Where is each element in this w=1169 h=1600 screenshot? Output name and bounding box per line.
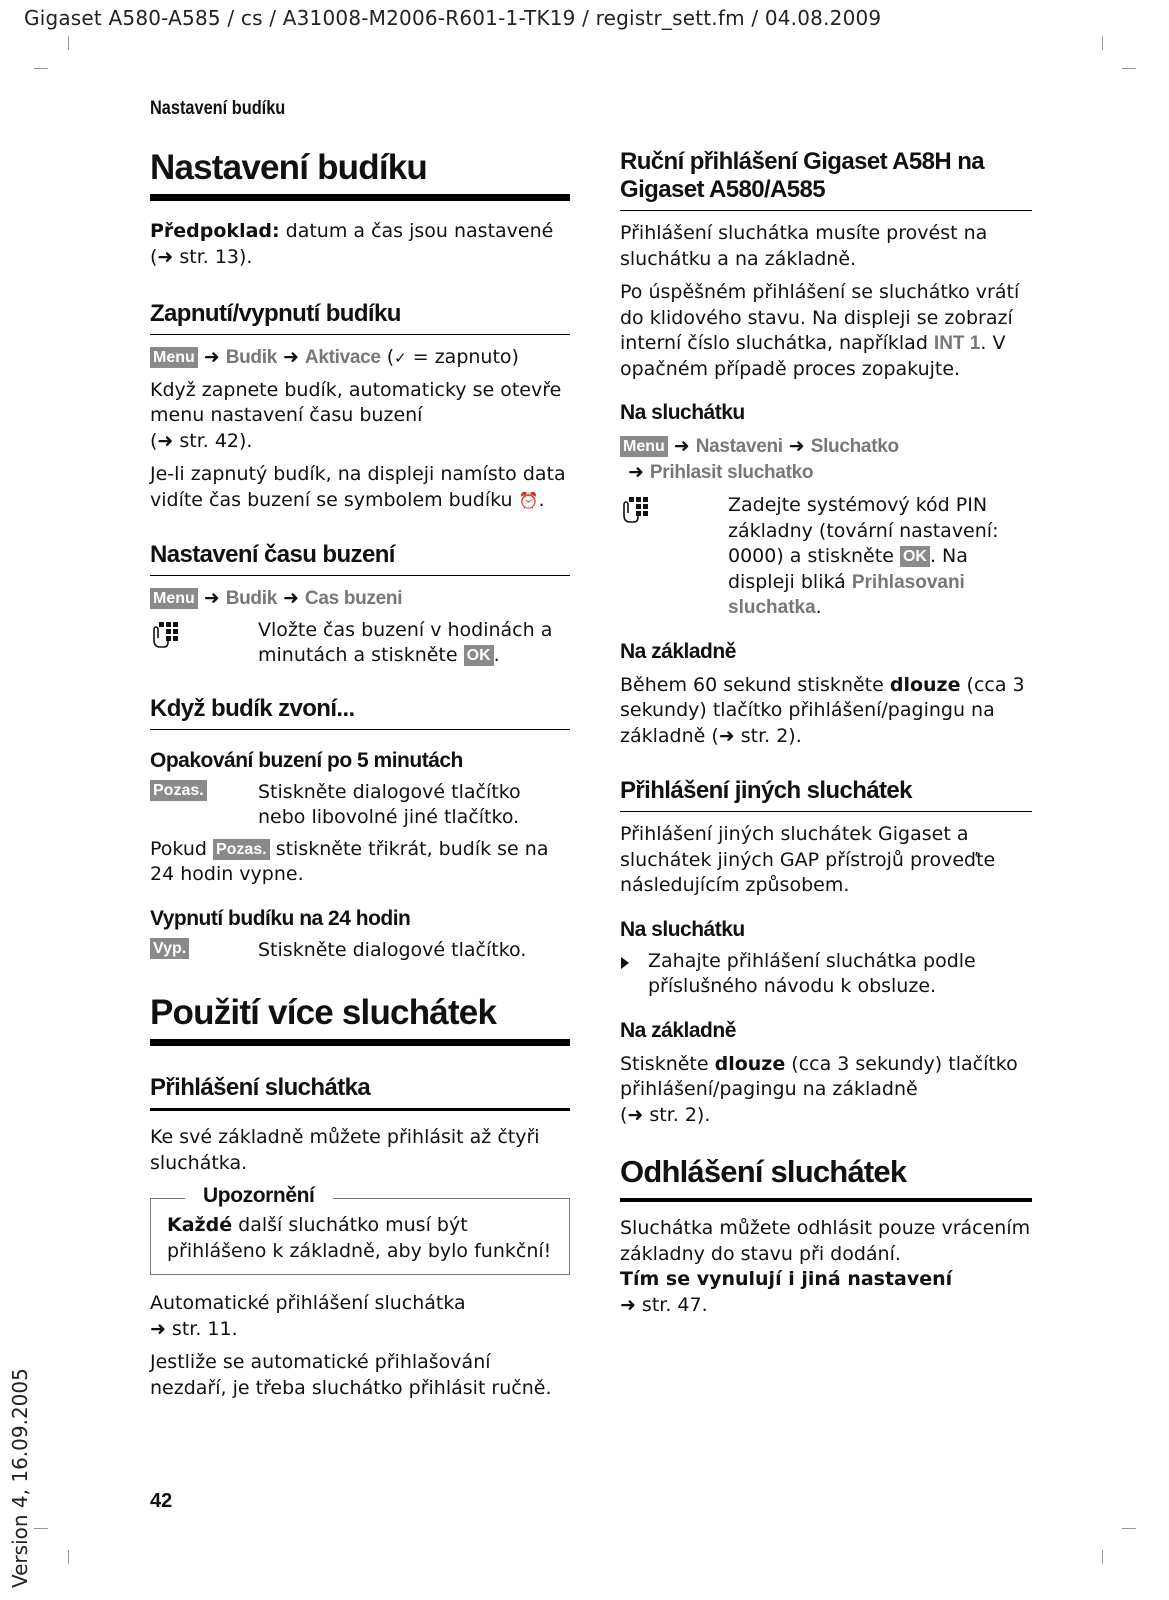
menu-key: Menu bbox=[620, 436, 668, 457]
menu-item-sluchatko: Sluchatko bbox=[810, 436, 899, 457]
paragraph: Přihlášení jiných sluchátek Gigaset a sluchátek jiných GAP přístrojů proveďte následujícím způsobem. bbox=[620, 823, 996, 896]
menu-suffix-close: = zapnuto) bbox=[406, 346, 519, 368]
bullet-text: Zahajte přihlášení sluchátka podle příslušného návodu k obsluze. bbox=[648, 949, 976, 997]
paragraph: Je-li zapnutý budík, na displeji namísto data vidíte čas buzení se symbolem budíku ⏰. bbox=[150, 463, 566, 511]
paragraph: Sluchátka můžete odhlásit pouze vrácením základny do stavu při dodání. bbox=[620, 1217, 1031, 1265]
instruction-text: Stiskněte dialogové tlačítko. bbox=[258, 938, 527, 961]
menu-key: Menu bbox=[150, 347, 198, 368]
arrow-icon: ➜ bbox=[620, 1293, 636, 1316]
section-title-alarm: Nastavení budíku bbox=[150, 148, 570, 201]
check-icon: ✓ bbox=[394, 349, 407, 367]
instruction-row bbox=[150, 780, 570, 831]
note-body: další sluchátko musí být přihlášeno k základně, aby bylo funkční! bbox=[167, 1214, 552, 1262]
key-cell bbox=[150, 938, 258, 964]
alarm-clock-icon: ⏰ bbox=[518, 490, 539, 510]
keypad-icon bbox=[150, 620, 180, 650]
instruction-row bbox=[150, 938, 570, 964]
left-column bbox=[150, 148, 570, 1401]
menu-item-nastaveni: Nastaveni bbox=[695, 436, 783, 457]
note-title: Upozornění bbox=[185, 1184, 333, 1208]
menu-item-budik: Budik bbox=[225, 347, 277, 368]
page-number: 42 bbox=[150, 1490, 173, 1512]
version-label bbox=[4, 1370, 34, 1590]
prerequisite-text: datum a čas jsou nastavené bbox=[279, 220, 554, 242]
page-reference: str. 13). bbox=[179, 245, 253, 268]
paragraph: Když zapnete budík, automaticky se otevře menu nastavení času buzení (➜ str. 42). bbox=[150, 378, 562, 452]
crop-mark bbox=[68, 36, 69, 50]
arrow-icon: ➜ bbox=[718, 724, 735, 747]
arrow-icon: ➜ bbox=[157, 429, 174, 452]
keypad-cell bbox=[150, 618, 258, 669]
paragraph-text: Stiskněte bbox=[620, 1052, 715, 1075]
menu-path-settime bbox=[150, 586, 570, 612]
paragraph-text: Během 60 sekund stiskněte bbox=[620, 673, 890, 696]
page-reference: str. 11. bbox=[171, 1317, 238, 1340]
off-key: Vyp. bbox=[150, 938, 189, 959]
arrow-icon: ➜ bbox=[627, 1103, 644, 1126]
keypad-icon bbox=[620, 495, 650, 525]
bullet-triangle-icon bbox=[620, 949, 648, 1000]
page-reference: str. 2). bbox=[649, 1103, 711, 1126]
ok-key: OK bbox=[464, 645, 494, 666]
arrow-icon: ➜ bbox=[282, 346, 299, 368]
prerequisite-label: Předpoklad: bbox=[150, 220, 280, 242]
paragraph bbox=[620, 1267, 1032, 1318]
page-reference: str. 47. bbox=[641, 1293, 708, 1316]
base-title: Na základně bbox=[620, 1018, 736, 1042]
snooze-key: Pozas. bbox=[150, 780, 207, 801]
instruction-text: Stiskněte dialogové tlačítko nebo libovolné jiné tlačítko. bbox=[258, 780, 521, 828]
handset-title: Na sluchátku bbox=[620, 401, 745, 424]
paragraph bbox=[150, 1291, 570, 1342]
paragraph: Jestliže se automatické přihlašování nezdaří, je třeba sluchátko přihlásit ručně. bbox=[150, 1351, 552, 1399]
handset-title: Na sluchátku bbox=[620, 917, 745, 941]
arrow-icon: ➜ bbox=[157, 245, 174, 268]
base-title: Na základně bbox=[620, 639, 736, 663]
subsection-title-other: Přihlášení jiných sluchátek bbox=[620, 777, 1032, 812]
right-column bbox=[620, 148, 1032, 1318]
paragraph: Stiskněte dlouze (cca 3 sekundy) tlačítko přihlášení/pagingu na základně (➜ str. 2). bbox=[620, 1052, 1018, 1126]
menu-item-aktivace: Aktivace bbox=[304, 347, 381, 368]
note-box bbox=[150, 1184, 570, 1275]
menu-path-register bbox=[620, 434, 1032, 485]
paragraph-text: Automatické přihlášení sluchátka bbox=[150, 1292, 466, 1314]
instruction-body: Vložte čas buzení v hodinách a minutách a stiskněte bbox=[258, 618, 553, 666]
arrow-icon: ➜ bbox=[628, 460, 644, 483]
snooze-title: Opakování buzení po 5 minutách bbox=[150, 748, 463, 772]
paragraph-text: . V opačném případě proces zopakujte. bbox=[620, 332, 1006, 380]
paragraph-bold: dlouze bbox=[714, 1052, 786, 1075]
paragraph-text: (cca 3 sekundy) tlačítko přihlášení/pagingu na základně ( bbox=[620, 673, 1025, 747]
subsection-title-ringing: Když budík zvoní... bbox=[150, 695, 570, 730]
paragraph bbox=[150, 837, 570, 888]
note-text bbox=[167, 1213, 561, 1264]
off-title: Vypnutí budíku na 24 hodin bbox=[150, 906, 411, 930]
subsection-title-settime: Nastavení času buzení bbox=[150, 541, 570, 576]
menu-item-prihlasit: Prihlasit sluchatko bbox=[649, 461, 814, 483]
menu-item-budik: Budik bbox=[225, 588, 277, 609]
instruction-row bbox=[150, 618, 570, 669]
arrow-icon: ➜ bbox=[150, 1317, 166, 1340]
document-header: Gigaset A580-A585 / cs / A31008-M2006-R601-1-TK19 / registr_sett.fm / 04.08.2009 bbox=[24, 6, 882, 30]
paragraph: Přihlášení sluchátka musíte provést na sluchátku a na základně. bbox=[620, 222, 988, 270]
keypad-cell bbox=[620, 493, 728, 621]
crop-mark bbox=[1102, 1550, 1103, 1564]
menu-suffix-open: ( bbox=[380, 346, 395, 368]
running-head: Nastavení budíku bbox=[150, 98, 286, 119]
prerequisite: Předpoklad: datum a čas jsou nastavené (➜ str. 13). bbox=[150, 220, 554, 268]
subsection-title-register: Přihlášení sluchátka bbox=[150, 1074, 570, 1111]
paragraph-text: (cca 3 sekundy) tlačítko přihlášení/pagingu na základně bbox=[620, 1052, 1018, 1100]
section-title-multi: Použití více sluchátek bbox=[150, 993, 570, 1046]
note-bold: Každé bbox=[167, 1214, 233, 1236]
crop-mark bbox=[1102, 36, 1103, 50]
paragraph-text: Je-li zapnutý budík, na displeji namísto data vidíte čas buzení se symbolem budíku bbox=[150, 463, 566, 511]
version-text: Version 4, 16.09.2005 bbox=[8, 1368, 32, 1588]
paragraph-bold: Tím se vynulují i jiná nastavení bbox=[620, 1268, 953, 1290]
paragraph bbox=[620, 673, 1032, 750]
menu-key: Menu bbox=[150, 588, 198, 609]
instruction-text: Vložte čas buzení v hodinách a minutách a stiskněte OK . bbox=[258, 618, 553, 666]
paragraph-text: stiskněte třikrát, budík se na 24 hodin vypne. bbox=[150, 837, 549, 885]
paragraph: Ke své základně můžete přihlásit až čtyři sluchátka. bbox=[150, 1126, 540, 1174]
display-text: INT 1 bbox=[933, 333, 981, 354]
display-text: Prihlasovani sluchatka bbox=[728, 571, 965, 618]
arrow-icon: ➜ bbox=[673, 435, 690, 457]
key-cell bbox=[150, 780, 258, 831]
menu-path-onoff bbox=[150, 345, 570, 372]
paragraph bbox=[620, 280, 1032, 382]
ok-key: OK bbox=[900, 546, 930, 567]
crop-mark bbox=[68, 1550, 69, 1564]
section-title-deregister: Odhlášení sluchátek bbox=[620, 1152, 1032, 1202]
instruction-body: . bbox=[815, 596, 822, 618]
instruction-body: Zadejte systémový kód PIN základny (tovární nastavení: 0000) a stiskněte bbox=[728, 494, 999, 567]
arrow-icon: ➜ bbox=[203, 587, 220, 609]
paragraph-bold: dlouze bbox=[889, 673, 961, 696]
arrow-icon: ➜ bbox=[788, 435, 805, 457]
bullet-item bbox=[620, 949, 1032, 1000]
paragraph-text: Po úspěšném přihlášení se sluchátko vrátí do klidového stavu. Na displeji se zobrazí interní číslo sluchátka, například bbox=[620, 281, 1020, 354]
paragraph-text: Když zapnete budík, automaticky se otevře menu nastavení času buzení bbox=[150, 378, 562, 426]
subsection-title-onoff: Zapnutí/vypnutí budíku bbox=[150, 300, 570, 335]
paragraph-text: Pokud bbox=[150, 837, 213, 860]
instruction-text bbox=[728, 493, 1032, 621]
page-reference: str. 42). bbox=[179, 429, 253, 452]
instruction-row bbox=[620, 493, 1032, 621]
snooze-key: Pozas. bbox=[213, 839, 270, 860]
menu-item-cas-buzeni: Cas buzeni bbox=[304, 588, 403, 609]
crop-mark bbox=[1122, 1528, 1136, 1529]
page-reference: str. 2). bbox=[740, 724, 802, 747]
subsection-title-manual: Ruční přihlášení Gigaset A58H na Gigaset A580/A585 bbox=[620, 148, 1032, 211]
crop-mark bbox=[1122, 68, 1136, 69]
arrow-icon: ➜ bbox=[203, 346, 220, 368]
crop-mark bbox=[34, 1528, 48, 1529]
arrow-icon: ➜ bbox=[282, 587, 299, 609]
crop-mark bbox=[34, 68, 48, 69]
instruction-body: . Na displeji bliká bbox=[728, 545, 968, 593]
